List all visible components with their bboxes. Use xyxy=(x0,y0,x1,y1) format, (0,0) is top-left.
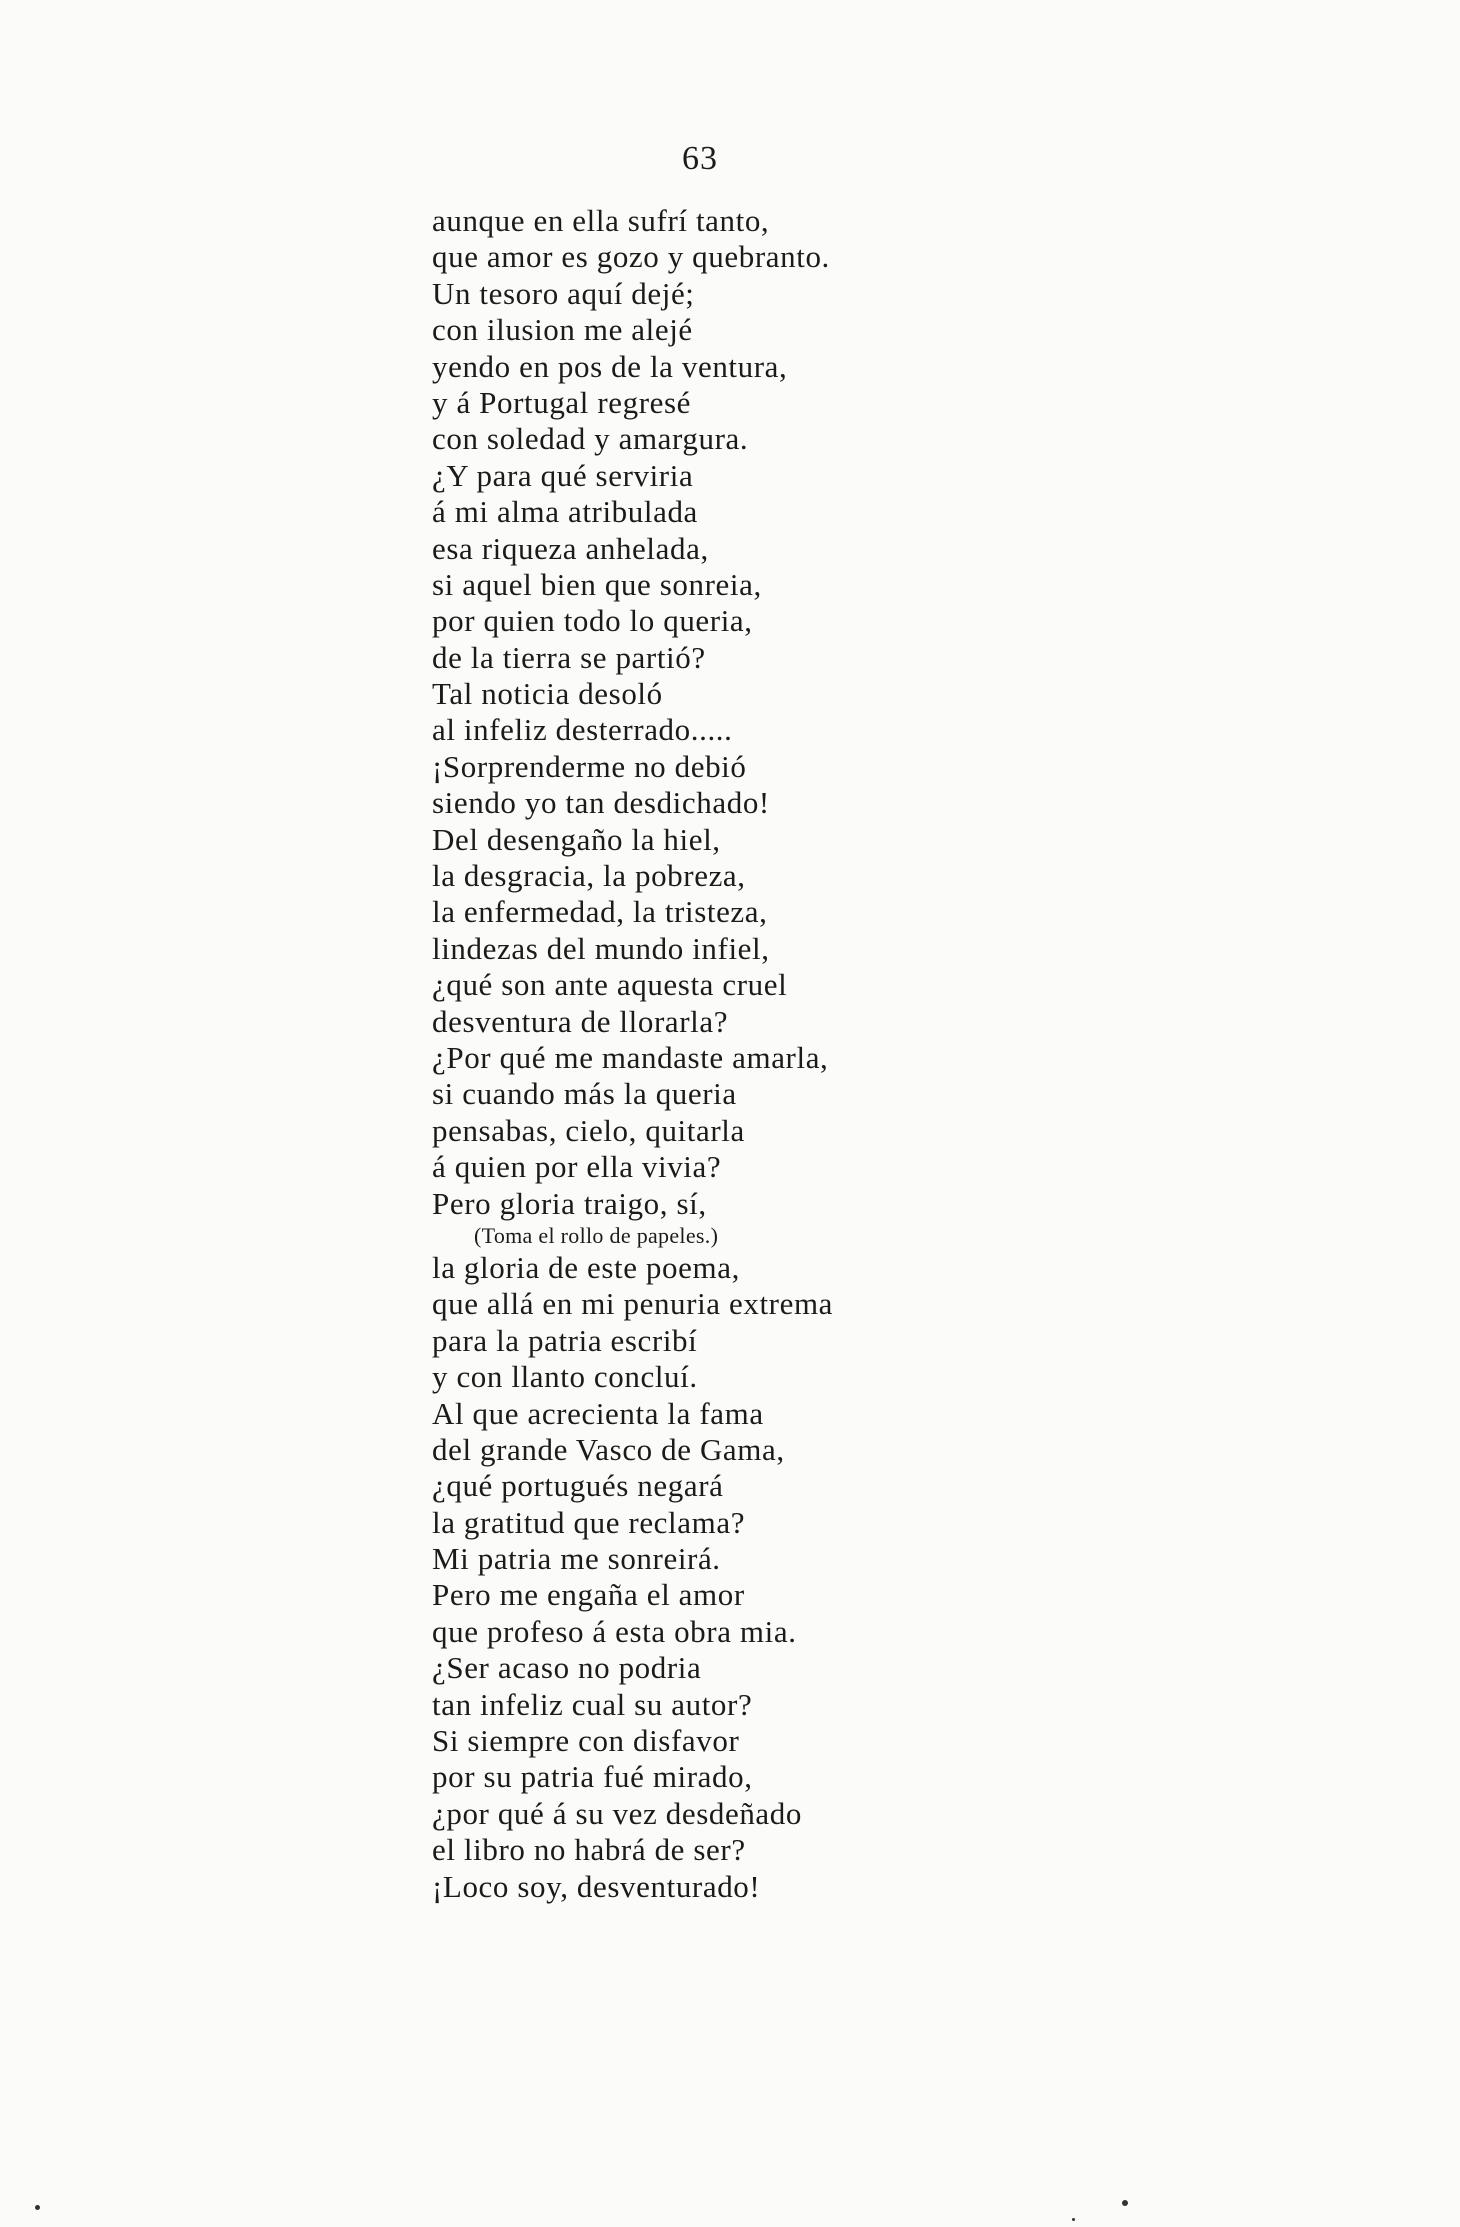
verse-line: la gratitud que reclama? xyxy=(432,1504,746,1540)
verse-line: tan infeliz cual su autor? xyxy=(432,1686,753,1722)
print-speck xyxy=(35,2205,40,2210)
verse-line: Pero gloria traigo, sí, xyxy=(432,1185,707,1221)
verse-line: Al que acrecienta la fama xyxy=(432,1395,764,1431)
verse-line: la gloria de este poema, xyxy=(432,1249,740,1285)
verse-line: ¿qué portugués negará xyxy=(432,1468,724,1504)
verse-line: siendo yo tan desdichado! xyxy=(432,785,770,821)
verse-line: que allá en mi penuria extrema xyxy=(432,1286,834,1322)
verse-line: ¿Por qué me mandaste amarla, xyxy=(432,1039,829,1075)
verse-line: y con llanto concluí. xyxy=(432,1359,698,1395)
verse-line: ¿por qué á su vez desdeñado xyxy=(432,1795,802,1831)
verse-line: con ilusion me alejé xyxy=(432,312,693,348)
verse-line: del grande Vasco de Gama, xyxy=(432,1431,785,1467)
verse-line: que profeso á esta obra mia. xyxy=(432,1613,797,1649)
verse-line: la desgracia, la pobreza, xyxy=(432,858,746,894)
verse-line: desventura de llorarla? xyxy=(432,1003,729,1039)
verse-line: ¿Ser acaso no podria xyxy=(432,1650,702,1686)
verse-line: ¿qué son ante aquesta cruel xyxy=(432,967,788,1003)
page-number: 63 xyxy=(682,140,718,177)
verse-line: Si siempre con disfavor xyxy=(432,1723,740,1759)
verse-line: ¡Loco soy, desventurado! xyxy=(432,1868,761,1904)
verse-line: el libro no habrá de ser? xyxy=(432,1832,746,1868)
verse-line: Mi patria me sonreirá. xyxy=(432,1541,721,1577)
verse-line: de la tierra se partió? xyxy=(432,639,706,675)
verse-line: lindezas del mundo infiel, xyxy=(432,930,770,966)
verse-line: si aquel bien que sonreia, xyxy=(432,566,762,602)
verse-line: la enfermedad, la tristeza, xyxy=(432,894,768,930)
stage-direction: (Toma el rollo de papeles.) xyxy=(474,1222,719,1248)
verse-line: por su patria fué mirado, xyxy=(432,1759,753,1795)
verse-line: si cuando más la queria xyxy=(432,1076,737,1112)
verse-line: con soledad y amargura. xyxy=(432,421,749,457)
verse-line: y á Portugal regresé xyxy=(432,384,692,420)
verse-line: Un tesoro aquí dejé; xyxy=(432,275,695,311)
verse-line: que amor es gozo y quebranto. xyxy=(432,239,830,275)
verse-line: á quien por ella vivia? xyxy=(432,1149,722,1185)
verse-line: pensabas, cielo, quitarla xyxy=(432,1112,745,1148)
verse-line: Pero me engaña el amor xyxy=(432,1577,745,1613)
print-speck xyxy=(1072,2218,1075,2221)
poem-text xyxy=(432,203,833,1905)
verse-line: para la patria escribí xyxy=(432,1322,698,1358)
verse-line: esa riqueza anhelada, xyxy=(432,530,709,566)
verse-line: ¿Y para qué serviria xyxy=(432,457,694,493)
verse-line: ¡Sorprenderme no debió xyxy=(432,748,747,784)
verse-line: yendo en pos de la ventura, xyxy=(432,348,788,384)
verse-line: á mi alma atribulada xyxy=(432,494,698,530)
verse-line: al infeliz desterrado..... xyxy=(432,712,733,748)
verse-line: Tal noticia desoló xyxy=(432,676,663,712)
verse-line: por quien todo lo queria, xyxy=(432,603,753,639)
verse-line: aunque en ella sufrí tanto, xyxy=(432,203,770,238)
verse-line: Del desengaño la hiel, xyxy=(432,821,721,857)
print-speck xyxy=(1122,2200,1128,2206)
